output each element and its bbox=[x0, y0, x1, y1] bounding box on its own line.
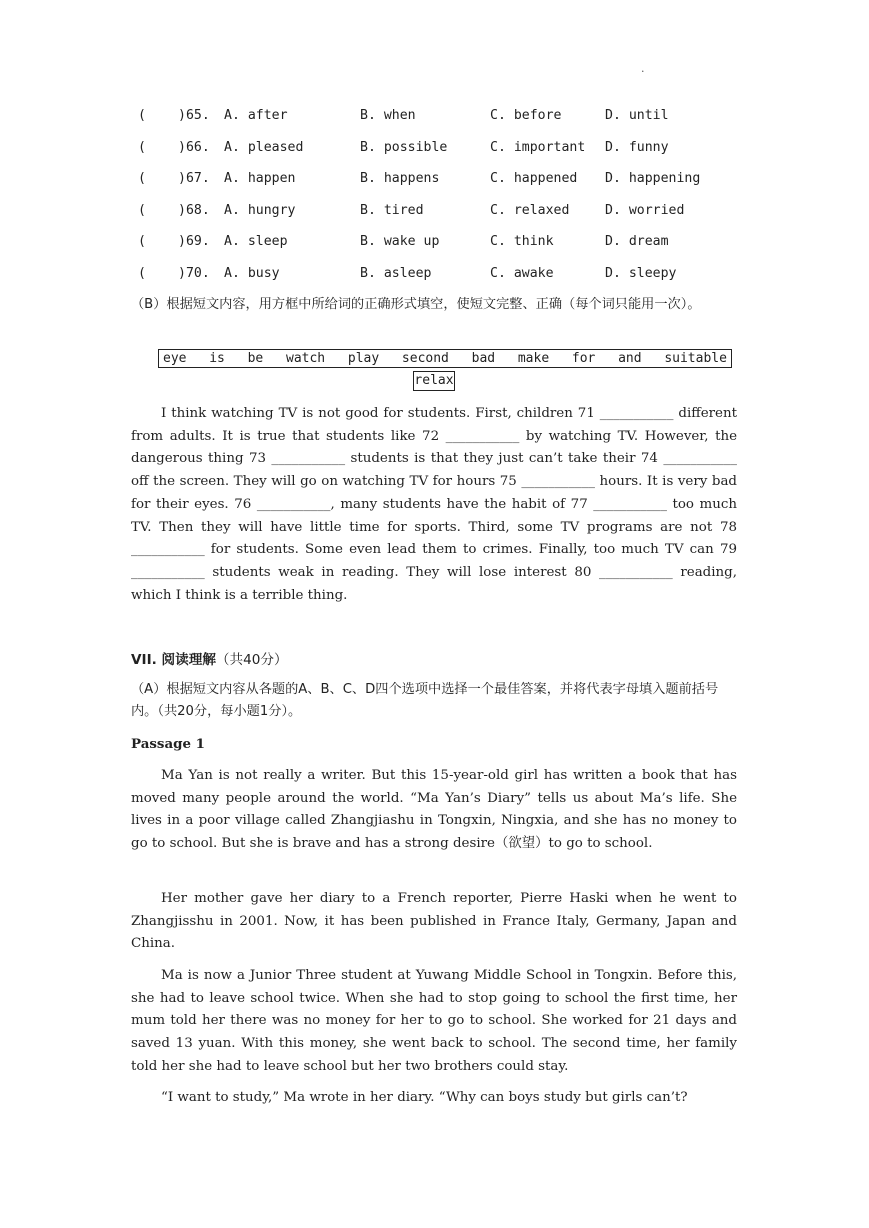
word-box-item: is bbox=[209, 351, 225, 366]
cloze-paragraph bbox=[131, 403, 737, 607]
passage-paragraph-1 bbox=[131, 765, 737, 856]
question-number: )67. bbox=[178, 171, 210, 186]
word-box-item: be bbox=[247, 351, 264, 366]
option-c: C. happened bbox=[490, 171, 578, 186]
option-c: C. important bbox=[490, 140, 586, 155]
word-box-item: bad bbox=[471, 351, 496, 366]
option-a: A. after bbox=[224, 108, 288, 123]
passage-title: Passage 1 bbox=[131, 736, 206, 752]
section7-heading bbox=[131, 648, 288, 668]
answer-paren: ( bbox=[138, 171, 146, 186]
passage-paragraph-4 bbox=[131, 1087, 737, 1110]
word-box-item: second bbox=[401, 351, 449, 366]
word-box-item: eye bbox=[163, 351, 187, 366]
question-number: )65. bbox=[178, 108, 210, 123]
cloze-text: I think watching TV is not good for students. First, children 71 ___________ different from adults. It is true that students like 72 ___________ by watching TV. However, the dangerous thing 73 ___________ students is that they just can’t take their 74 ___________ off the screen. They will go on watching TV for hours 75 ___________ hours. It is very bad for their eyes. 76 ___________, many students have the habit of 77 ___________ too much TV. Then they will have little time for sports. Third, some TV programs are not 78 ___________ for students. Some even lead them to crimes. Finally, too much TV can 79 ___________ students weak in reading. They will lose interest 80 ___________ reading, which I think is a terrible thing. bbox=[131, 406, 737, 603]
option-b: B. when bbox=[360, 108, 416, 123]
option-d: D. sleepy bbox=[605, 266, 677, 281]
passage-text-1: Ma Yan is not really a writer. But this 15-year-old girl has written a book that has moved many people around the world. “Ma Yan’s Diary” tells us about Ma’s life. She lives in a poor village called Zhangjiashu in Tongxin, Ningxia, and she has no money to go to school. But she is brave and has a strong desire（欲望）to go to school. bbox=[131, 768, 737, 852]
option-b: B. possible bbox=[360, 140, 448, 155]
question-number: )70. bbox=[178, 266, 210, 281]
option-c: C. relaxed bbox=[490, 203, 570, 218]
option-d: D. happening bbox=[605, 171, 701, 186]
passage-text-2: Her mother gave her diary to a French reporter, Pierre Haski when he went to Zhangjisshu in 2001. Now, it has been published in France Italy, Germany, Japan and China. bbox=[131, 891, 737, 952]
passage-text-3: Ma is now a Junior Three student at Yuwang Middle School in Tongxin. Before this, she had to leave school twice. When she had to stop going to school the first time, her mum told her there was no money for her to go to school. She worked for 21 days and saved 13 yuan. With this money, she went back to school. The second time, her family told her she had to leave school but her two brothers could stay. bbox=[131, 968, 737, 1074]
option-d: D. dream bbox=[605, 234, 669, 249]
word-box-item: for bbox=[571, 351, 596, 366]
option-d: D. worried bbox=[605, 203, 685, 218]
option-b: B. tired bbox=[360, 203, 424, 218]
section7-instruction: （A）根据短文内容从各题的A、B、C、D四个选项中选择一个最佳答案，并将代表字母填入题前括号内。（共20分，每小题1分）。 bbox=[131, 682, 719, 719]
passage-paragraph-2 bbox=[131, 888, 737, 956]
header-mark: . bbox=[641, 62, 645, 75]
option-a: A. hungry bbox=[224, 203, 296, 218]
answer-paren: ( bbox=[138, 140, 146, 155]
word-box-item: watch bbox=[286, 351, 326, 366]
option-b: B. asleep bbox=[360, 266, 432, 281]
section7-title: VII. 阅读理解 bbox=[131, 652, 216, 668]
option-a: A. busy bbox=[224, 266, 280, 281]
answer-paren: ( bbox=[138, 203, 146, 218]
option-c: C. before bbox=[490, 108, 562, 123]
passage-paragraph-3 bbox=[131, 965, 737, 1079]
option-b: B. happens bbox=[360, 171, 440, 186]
word-box-item: play bbox=[347, 351, 380, 366]
section7-score: （共40分） bbox=[215, 652, 288, 668]
answer-paren: ( bbox=[138, 234, 146, 249]
option-b: B. wake up bbox=[360, 234, 440, 249]
section-b-instruction: （B）根据短文内容，用方框中所给词的正确形式填空，使短文完整、正确（每个词只能用一次）。 bbox=[131, 297, 701, 312]
option-a: A. happen bbox=[224, 171, 296, 186]
word-box-item: and bbox=[618, 351, 642, 366]
option-a: A. pleased bbox=[224, 140, 304, 155]
answer-paren: ( bbox=[138, 108, 146, 123]
question-number: )66. bbox=[178, 140, 210, 155]
word-box-item: suitable bbox=[664, 351, 727, 366]
question-number: )68. bbox=[178, 203, 210, 218]
passage-text-4: “I want to study,” Ma wrote in her diary. “Why can boys study but girls can’t? bbox=[161, 1090, 688, 1105]
word-box bbox=[158, 349, 732, 368]
word-box-item: make bbox=[517, 351, 550, 366]
question-number: )69. bbox=[178, 234, 210, 249]
word-box-last: relax bbox=[413, 371, 455, 391]
answer-paren: ( bbox=[138, 266, 146, 281]
option-c: C. think bbox=[490, 234, 554, 249]
option-a: A. sleep bbox=[224, 234, 288, 249]
option-c: C. awake bbox=[490, 266, 554, 281]
option-d: D. until bbox=[605, 108, 669, 123]
option-d: D. funny bbox=[605, 140, 669, 155]
